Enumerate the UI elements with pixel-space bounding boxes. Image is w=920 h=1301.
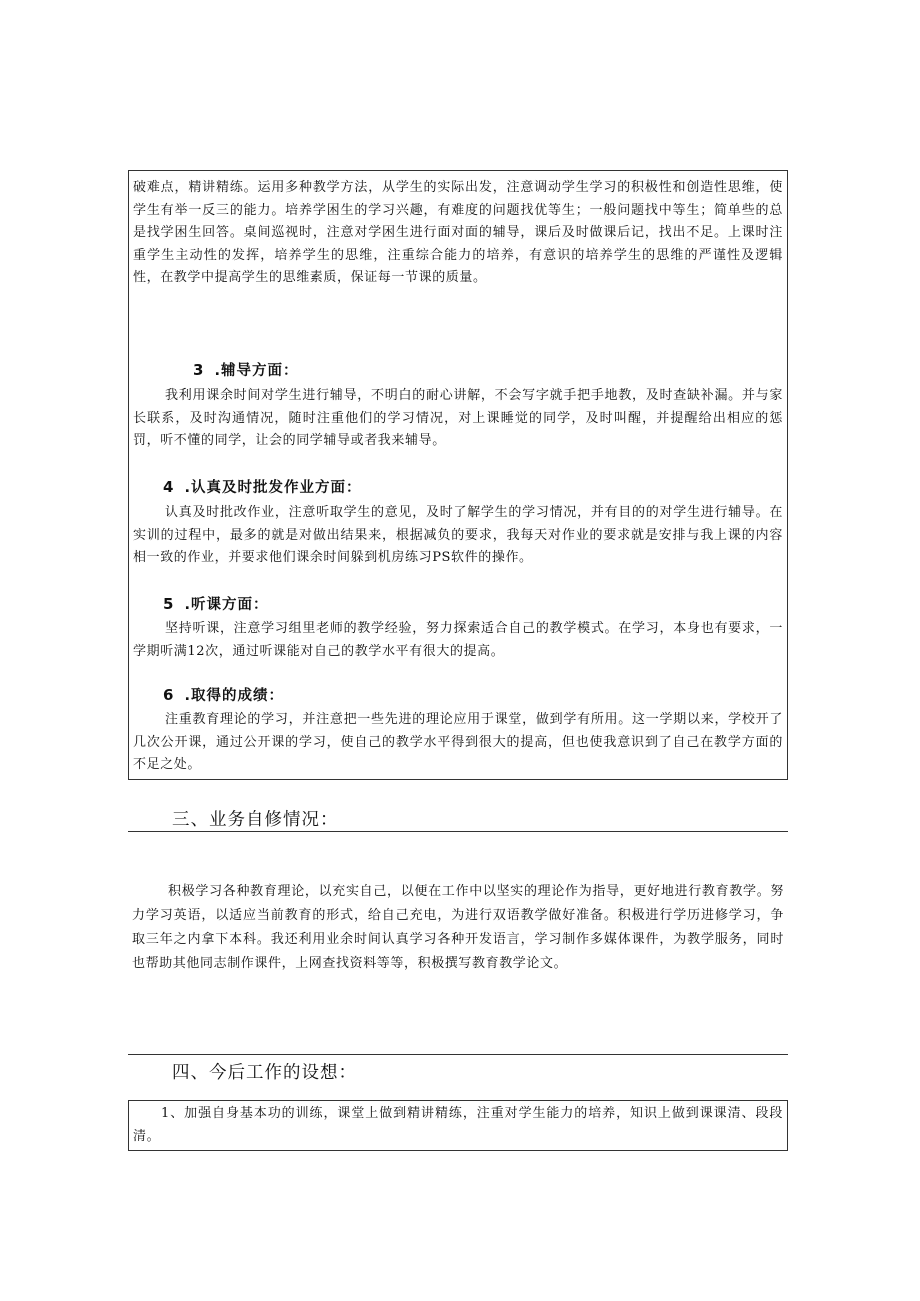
heading-achievements-title: .取得的成绩： xyxy=(184,688,284,704)
heading-tutoring xyxy=(193,359,298,380)
summary-table-box xyxy=(128,170,788,780)
section-future-plans-title xyxy=(128,1054,788,1086)
heading-achievements-number: 6 xyxy=(163,686,175,704)
homework-paragraph: 认真及时批改作业，注意听取学生的意见，及时了解学生的学习情况，并有目的的对学生进行辅导。在实训的过程中，最多的就是对做出结果来，根据减负的要求，我每天对作业的要求就是安排与我上课的内容相一致的作业，并要求他们课余时间躲到机房练习PS软件的操作。 xyxy=(133,505,783,565)
future-plan-item-1: 1、加强自身基本功的训练，课堂上做到精讲精练，注重对学生能力的培养，知识上做到课课清、段段清。 xyxy=(133,1106,783,1144)
tutoring-paragraph: 我利用课余时间对学生进行辅导，不明白的耐心讲解，不会写字就手把手地教，及时查缺补漏。并与家长联系，及时沟通情况，随时注重他们的学习情况，对上课睡觉的同学，及时叫醒，并提醒给出相应的惩罚，听不懂的同学，让会的同学辅导或者我来辅导。 xyxy=(133,388,783,448)
heading-lesson-observation-number: 5 xyxy=(163,595,175,613)
achievements-paragraph: 注重教育理论的学习，并注意把一些先进的理论应用于课堂，做到学有所用。这一学期以来，学校开了几次公开课，通过公开课的学习，使自己的教学水平得到很大的提高，但也使我意识到了自己在教学方面的不足之处。 xyxy=(133,712,783,772)
section-future-plans-title-text: 四、今后工作的设想： xyxy=(172,1063,357,1083)
heading-lesson-observation-title: .听课方面： xyxy=(184,597,269,613)
future-plans-box xyxy=(128,1100,788,1151)
self-study-paragraph: 积极学习各种教育理论，以充实自己，以便在工作中以坚实的理论作为指导，更好地进行教育教学。努力学习英语，以适应当前教育的形式，给自己充电，为进行双语教学做好准备。积极进行学历进修学习，争取三年之内拿下本科。我还利用业余时间认真学习各种开发语言，学习制作多媒体课件，为教学服务，同时也帮助其他同志制作课件，上网查找资料等等，积极撰写教育教学论文。 xyxy=(132,884,784,971)
heading-tutoring-title: .辅导方面： xyxy=(214,363,299,379)
intro-paragraph: 破难点，精讲精练。运用多种教学方法，从学生的实际出发，注意调动学生学习的积极性和创造性思维，使学生有举一反三的能力。培养学困生的学习兴趣，有难度的问题找优等生；一般问题找中等生；简单些的总是找学困生回答。桌间巡视时，注意对学困生进行面对面的辅导，课后及时做课后记，找出不足。上课时注重学生主动性的发挥，培养学生的思维，注重综合能力的培养，有意识的培养学生的思维的严谨性及逻辑性，在教学中提高学生的思维素质，保证每一节课的质量。 xyxy=(133,180,783,285)
section-self-study-title-text: 三、业务自修情况： xyxy=(172,810,339,830)
heading-tutoring-number: 3 xyxy=(193,361,205,379)
heading-homework-title: .认真及时批发作业方面： xyxy=(184,480,362,496)
heading-achievements xyxy=(163,684,284,705)
heading-homework-number: 4 xyxy=(163,478,175,496)
section-self-study-title xyxy=(128,806,788,832)
heading-lesson-observation xyxy=(163,593,268,614)
heading-homework xyxy=(163,476,361,497)
lesson-observation-paragraph: 坚持听课，注意学习组里老师的教学经验，努力探索适合自己的教学模式。在学习，本身也有要求，一学期听满12次，通过听课能对自己的教学水平有很大的提高。 xyxy=(133,621,783,659)
